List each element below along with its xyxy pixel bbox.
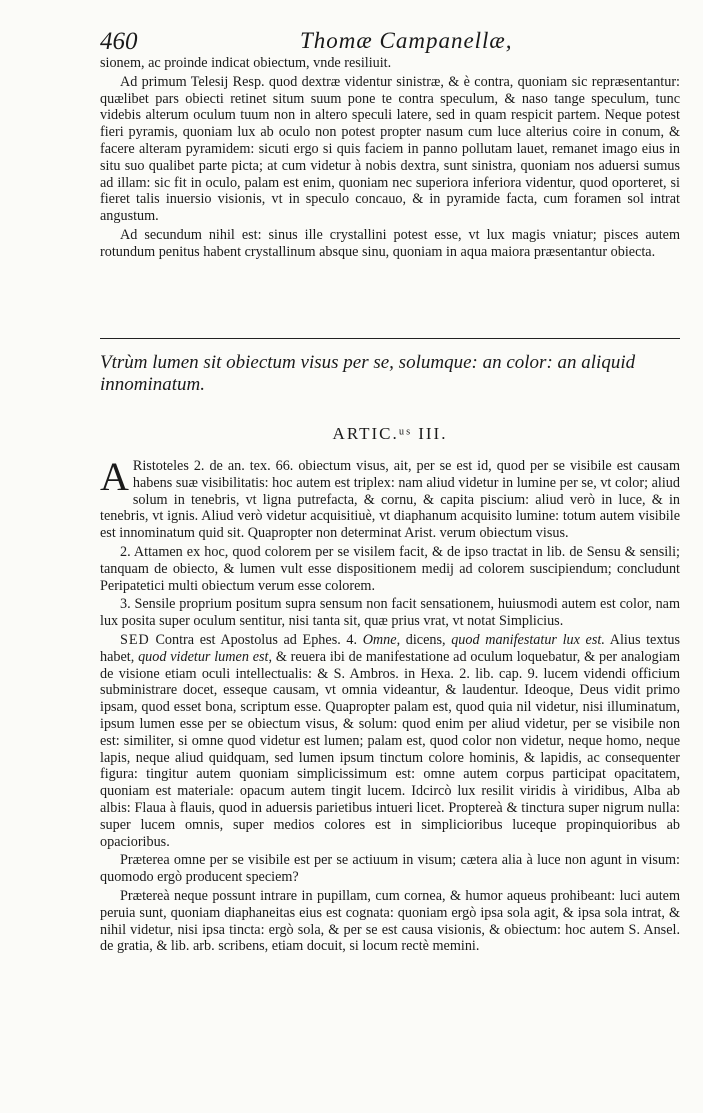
paragraph-ad-primum: Ad primum Telesij Resp. quod dextræ videntur sinistræ, & è contra, quoniam sic repræsentantur: quælibet pars obiecti retinet situm suum pone te contra speculum, & naso tange speculum, tunc videbis alterum oculum tuum non in altero speculi latere, sed in quam respicit partem. Neque potest fieri pyramis, quoniam lux ab oculo non potest propter nasum cum luce alterius coire in conum, & facere alteram pyramidem: sicuti ergo si quis faciem in panno pollutam lauet, remanet imago eius in situ suo qualibet parte picta; at cum videtur à nobis dextra, sunt sinistra, quoniam nos aduersi sumus ad illam: sic fit in oculo, palam est enim, quoniam nec superiora inferiora videntur, quod oporteret, si fieret talis inuersio visionis, vt in speculo concauo, & in pyramide facta, cum foramen sol intrat angustum. bbox=[100, 73, 680, 225]
sed-text-d: , & reuera ibi de manifestatione ad oculum loquebatur, & per analogiam de visione etiam oculi intellectualis: & S. Ambros. in Hexa. 2. lib. cap. 9. lucem videndi officium subministrare docet, esseque causam, vt omnia videantur, & laudentur. Ideoque, Deus vidit primo ipsam, quod esset bona, scriptum esse. Quapropter palam est, quod quia nil videtur, nisi illuminatum, ipsum lumen esse per se obiectum visus, & solum: quod enim per aliud videtur, per se visibile non est: similiter, si omne quod videtur est lumen; palam est, quod color non videtur, neque homo, neque lapis, neque aliud quidquam, sed lumen ipsum tinctum colore hominis, & lapidis, ac consequenter figura: tingitur autem quoniam simplicissimum est: omne autem corpus participat opacitatem, quoniam est materiale: opacum autem tingit lucem. Idcircò lux resilit viridis à viridibus, Alba ab albis: Flaua à flauis, quod in aduersis parietibus intueri licet. Proptereà & tinctura super nigrum nulla: super lucem omnis, super medios colores est in simplicioribus luceque propinquioribus ab opacioribus. bbox=[100, 648, 680, 850]
paragraph-2: 2. Attamen ex hoc, quod colorem per se visilem facit, & de ipso tractat in lib. de Sensu & sensili; tanquam de obiecto, & lumen vult esse dispositionem medij ad colorem suscipiendum; concludunt Peripatetici multi obiectum verum esse colorem. bbox=[100, 543, 680, 594]
section-divider bbox=[100, 338, 680, 339]
paragraph-1 bbox=[100, 454, 680, 542]
running-head: Thomæ Campanellæ, bbox=[300, 28, 513, 53]
paragraph-ad-secundum: Ad secundum nihil est: sinus ille crystallini potest esse, vt lux magis vniatur; pisces autem rotundum penitus habent crystallinum absque sinu, quoniam in aqua maiora præsentantur obiecta. bbox=[100, 226, 680, 260]
quote-omne: Omne bbox=[362, 631, 397, 648]
page-number: 460 bbox=[100, 28, 138, 55]
sed-text-a: Contra est Apostolus ad Ephes. 4. bbox=[149, 631, 363, 648]
paragraph-praeterea-1: Præterea omne per se visibile est per se actiuum in visum; cætera alia à luce non agunt in visum: quomodo ergò producent speciem? bbox=[100, 852, 680, 886]
top-text-block bbox=[100, 55, 680, 263]
paragraph-3: 3. Sensile proprium positum supra sensum non facit sensationem, huiusmodi autem est color, nam lux posita super oculum sentitur, nisi tanta sit, quæ prius vrat, vt notat Simplicius. bbox=[100, 596, 680, 630]
article-title: Vtrùm lumen sit obiectum visus per se, solumque: an color: an aliquid innominatum. bbox=[100, 352, 636, 395]
sed-text-c: Alius textus habet, bbox=[100, 631, 681, 665]
paragraph-1-text: Ristoteles 2. de an. tex. 66. obiectum visus, ait, per se est id, quod per se visibile est causam habens suæ visibilitatis: hoc autem est triplex: nam aliud videtur in lumine per se, vt color; aliud solum in tenebris, vt ligna putrefacta, & cornu, & capita piscium: aliud verò in luce, & in tenebris, vt ignis. Aliud verò videtur acquisitiuè, vt diaphanum acquisito lumine: totum autem visibile est innominatum quid sit. Quapropter non determinat Arist. verum obiectum visus. bbox=[100, 458, 680, 542]
page-header bbox=[100, 28, 620, 58]
sed-word: SED bbox=[120, 631, 150, 648]
paragraph-praeterea-2: Prætereà neque possunt intrare in pupillam, cum cornea, & humor aqueus prohibeant: luci autem peruia sunt, quoniam diaphaneitas eius est cognata: quoniam ergò ipsa sola agit, & ipsa sola intrat, & nihil videtur, nisi ipsa tincta: ergò sola, & per se est causa visionis, & obiectum: hoc autem S. Ansel. de gratia, & lib. arb. scribens, etiam docuit, si locum rectè memini. bbox=[100, 887, 680, 955]
article-number: ARTIC.ᵘˢ III. bbox=[332, 424, 448, 443]
sed-text-b: , dicens, bbox=[396, 631, 452, 648]
main-text-block bbox=[100, 454, 681, 957]
paragraph-sed-contra bbox=[100, 632, 680, 850]
drop-cap: A bbox=[100, 454, 129, 499]
quote-manifestatur: quod manifestatur lux est. bbox=[451, 631, 605, 648]
quote-videtur: quod videtur lumen est bbox=[138, 648, 269, 665]
paragraph-continuation: sionem, ac proinde indicat obiectum, vnde resiliuit. bbox=[100, 55, 392, 71]
